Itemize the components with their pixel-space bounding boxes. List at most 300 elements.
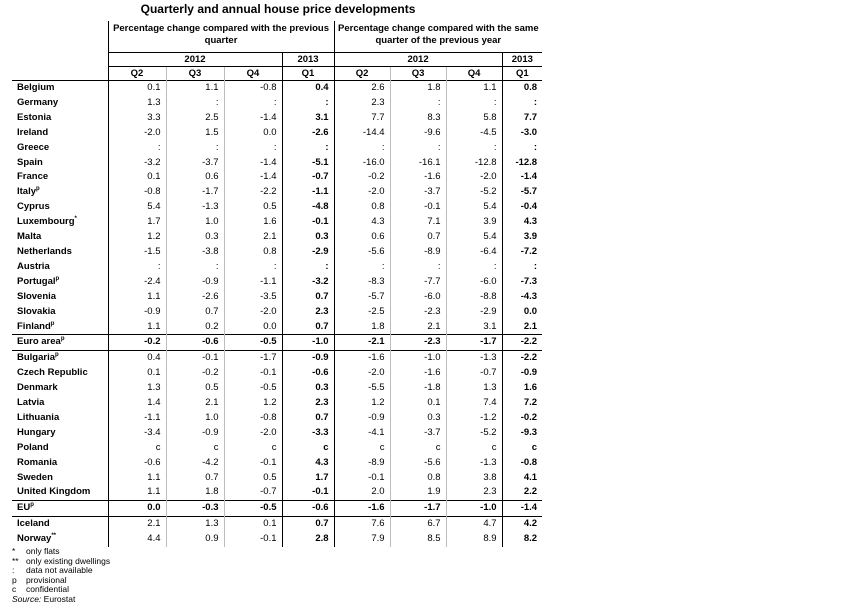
country-cell xyxy=(12,200,108,215)
value-cell: 1.6 xyxy=(502,381,542,396)
legend-symbol: ** xyxy=(12,555,19,566)
table-body xyxy=(12,81,542,548)
table-row xyxy=(12,351,542,366)
value-cell: 1.3 xyxy=(108,381,166,396)
value-cell: -2.6 xyxy=(282,126,334,141)
value-cell: 1.0 xyxy=(166,215,224,230)
value-cell: 1.3 xyxy=(166,517,224,532)
value-cell: 2.5 xyxy=(166,111,224,126)
footnote-marker: p xyxy=(36,186,40,193)
value-cell: : xyxy=(390,96,446,111)
table-row xyxy=(12,335,542,351)
page-title: Quarterly and annual house price developments xyxy=(140,2,416,16)
country-cell xyxy=(12,411,108,426)
table-row xyxy=(12,456,542,471)
country-name: Czech Republic xyxy=(17,367,88,379)
value-cell: 5.4 xyxy=(108,200,166,215)
country-cell xyxy=(12,260,108,275)
year-header-2012-b: 2012 xyxy=(334,53,502,67)
value-cell: -0.7 xyxy=(282,170,334,185)
value-cell: 2.0 xyxy=(334,485,390,500)
legend-text: data not available xyxy=(26,565,93,576)
table-row xyxy=(12,471,542,486)
value-cell: 1.2 xyxy=(334,396,390,411)
country-cell xyxy=(12,81,108,96)
value-cell: 0.0 xyxy=(224,126,282,141)
quarter-header: Q1 xyxy=(502,67,542,81)
value-cell: -1.7 xyxy=(390,501,446,517)
table-row xyxy=(12,215,542,230)
value-cell: : xyxy=(282,96,334,111)
table-row xyxy=(12,517,542,532)
value-cell: 8.9 xyxy=(446,532,502,547)
value-cell: c xyxy=(282,441,334,456)
country-name: Portugal xyxy=(17,275,56,287)
country-cell xyxy=(12,396,108,411)
table-row xyxy=(12,126,542,141)
country-cell xyxy=(12,335,108,351)
value-cell: -1.0 xyxy=(446,501,502,517)
value-cell: 2.1 xyxy=(224,230,282,245)
value-cell: -4.1 xyxy=(334,426,390,441)
country-name: EU xyxy=(17,502,31,514)
value-cell: -1.7 xyxy=(166,185,224,200)
value-cell: 8.3 xyxy=(390,111,446,126)
legend-symbol: * xyxy=(12,546,16,556)
value-cell: 0.3 xyxy=(282,230,334,245)
table-header xyxy=(12,21,542,81)
value-cell: 2.1 xyxy=(108,517,166,532)
value-cell: 6.7 xyxy=(390,517,446,532)
value-cell: -1.6 xyxy=(334,501,390,517)
value-cell: -2.0 xyxy=(334,366,390,381)
value-cell: -0.5 xyxy=(224,335,282,351)
value-cell: 1.1 xyxy=(108,320,166,335)
country-name: Germany xyxy=(17,96,59,108)
value-cell: : xyxy=(502,96,542,111)
value-cell: 0.2 xyxy=(166,320,224,335)
value-cell: 0.6 xyxy=(334,230,390,245)
value-cell: -2.9 xyxy=(282,245,334,260)
quarter-header: Q4 xyxy=(446,67,502,81)
value-cell: -5.6 xyxy=(390,456,446,471)
value-cell: 3.9 xyxy=(446,215,502,230)
value-cell: 0.9 xyxy=(166,532,224,547)
value-cell: -0.1 xyxy=(224,366,282,381)
country-name: Ireland xyxy=(17,126,49,138)
value-cell: 5.4 xyxy=(446,200,502,215)
value-cell: -0.8 xyxy=(224,411,282,426)
table-row xyxy=(12,305,542,320)
value-cell: -1.4 xyxy=(502,501,542,517)
value-cell: 7.7 xyxy=(502,111,542,126)
table-row xyxy=(12,501,542,517)
value-cell: -1.6 xyxy=(334,351,390,366)
value-cell: 2.1 xyxy=(166,396,224,411)
table-row xyxy=(12,275,542,290)
country-name: Slovakia xyxy=(17,305,56,317)
value-cell: -0.1 xyxy=(166,351,224,366)
quarter-header: Q3 xyxy=(166,67,224,81)
value-cell: -0.8 xyxy=(108,185,166,200)
table-row xyxy=(12,245,542,260)
value-cell: -1.3 xyxy=(166,200,224,215)
value-cell: 1.1 xyxy=(446,81,502,96)
value-cell: : xyxy=(282,141,334,156)
value-cell: c xyxy=(108,441,166,456)
value-cell: 5.8 xyxy=(446,111,502,126)
value-cell: -0.9 xyxy=(502,366,542,381)
table-row xyxy=(12,441,542,456)
value-cell: 0.3 xyxy=(166,230,224,245)
table-row xyxy=(12,96,542,111)
value-cell: -9.3 xyxy=(502,426,542,441)
country-name: Lithuania xyxy=(17,411,60,423)
country-cell xyxy=(12,501,108,517)
table-row xyxy=(12,81,542,96)
table-row xyxy=(12,200,542,215)
value-cell: 4.3 xyxy=(282,456,334,471)
value-cell: -2.5 xyxy=(334,305,390,320)
source-note xyxy=(12,595,110,605)
value-cell: 7.4 xyxy=(446,396,502,411)
value-cell: -3.8 xyxy=(166,245,224,260)
country-name: Finland xyxy=(17,320,51,332)
country-name: Sweden xyxy=(17,471,53,483)
country-cell xyxy=(12,305,108,320)
value-cell: 1.1 xyxy=(166,81,224,96)
value-cell: 3.8 xyxy=(446,471,502,486)
country-name: Iceland xyxy=(17,518,50,530)
value-cell: -1.6 xyxy=(390,170,446,185)
value-cell: -3.4 xyxy=(108,426,166,441)
value-cell: 1.7 xyxy=(108,215,166,230)
value-cell: -0.7 xyxy=(446,366,502,381)
value-cell: 0.7 xyxy=(282,411,334,426)
value-cell: 0.8 xyxy=(224,245,282,260)
value-cell: -6.0 xyxy=(446,275,502,290)
value-cell: -0.2 xyxy=(502,411,542,426)
value-cell: 1.9 xyxy=(390,485,446,500)
value-cell: -9.6 xyxy=(390,126,446,141)
value-cell: : xyxy=(334,260,390,275)
value-cell: 7.9 xyxy=(334,532,390,547)
value-cell: -0.9 xyxy=(334,411,390,426)
value-cell: : xyxy=(502,141,542,156)
country-name: Estonia xyxy=(17,111,52,123)
value-cell: 2.3 xyxy=(282,305,334,320)
legend-text: only flats xyxy=(26,546,60,556)
corner-cell xyxy=(12,67,108,81)
value-cell: -1.0 xyxy=(390,351,446,366)
value-cell: -2.0 xyxy=(224,426,282,441)
country-name: Italy xyxy=(17,186,37,198)
value-cell: -0.5 xyxy=(224,501,282,517)
value-cell: -0.1 xyxy=(224,456,282,471)
value-cell: : xyxy=(108,260,166,275)
country-cell xyxy=(12,96,108,111)
value-cell: -16.1 xyxy=(390,156,446,171)
table-row xyxy=(12,381,542,396)
value-cell: -1.1 xyxy=(108,411,166,426)
value-cell: 1.2 xyxy=(224,396,282,411)
footnote-marker: p xyxy=(55,352,59,359)
value-cell: -12.8 xyxy=(502,156,542,171)
value-cell: 3.1 xyxy=(446,320,502,335)
house-price-table xyxy=(12,21,542,547)
value-cell: : xyxy=(166,141,224,156)
value-cell: 2.2 xyxy=(502,485,542,500)
value-cell: 0.0 xyxy=(224,320,282,335)
value-cell: -2.0 xyxy=(446,170,502,185)
value-cell: -5.5 xyxy=(334,381,390,396)
value-cell: -1.1 xyxy=(224,275,282,290)
value-cell: -0.2 xyxy=(334,170,390,185)
country-cell xyxy=(12,185,108,200)
value-cell: 2.6 xyxy=(334,81,390,96)
footnote-marker: p xyxy=(50,320,55,327)
country-cell xyxy=(12,141,108,156)
value-cell: -2.2 xyxy=(224,185,282,200)
value-cell: 0.4 xyxy=(108,351,166,366)
value-cell: -8.9 xyxy=(390,245,446,260)
country-cell xyxy=(12,485,108,500)
country-cell xyxy=(12,320,108,335)
table-row xyxy=(12,320,542,335)
value-cell: -0.1 xyxy=(390,200,446,215)
country-cell xyxy=(12,245,108,260)
value-cell: 2.3 xyxy=(446,485,502,500)
value-cell: -1.3 xyxy=(446,351,502,366)
table-row xyxy=(12,230,542,245)
country-cell xyxy=(12,471,108,486)
source-value: Eurostat xyxy=(43,593,76,604)
value-cell: -7.2 xyxy=(502,245,542,260)
country-cell xyxy=(12,111,108,126)
value-cell: -7.3 xyxy=(502,275,542,290)
value-cell: -2.3 xyxy=(390,305,446,320)
value-cell: -4.3 xyxy=(502,290,542,305)
legend-symbol: : xyxy=(12,565,15,576)
value-cell: -2.3 xyxy=(390,335,446,351)
value-cell: 0.8 xyxy=(390,471,446,486)
value-cell: -0.8 xyxy=(224,81,282,96)
value-cell: : xyxy=(108,141,166,156)
value-cell: -3.0 xyxy=(502,126,542,141)
value-cell: -0.2 xyxy=(108,335,166,351)
table-row xyxy=(12,396,542,411)
value-cell: -6.4 xyxy=(446,245,502,260)
value-cell: 0.8 xyxy=(502,81,542,96)
legend xyxy=(12,547,110,605)
value-cell: -0.7 xyxy=(224,485,282,500)
legend-text: confidential xyxy=(26,584,70,595)
value-cell: 0.7 xyxy=(282,517,334,532)
value-cell: -4.8 xyxy=(282,200,334,215)
table-row xyxy=(12,290,542,305)
value-cell: 0.1 xyxy=(108,81,166,96)
value-cell: 4.4 xyxy=(108,532,166,547)
country-name: Poland xyxy=(17,441,49,453)
value-cell: -2.6 xyxy=(166,290,224,305)
country-name: Austria xyxy=(17,260,50,272)
value-cell: 1.8 xyxy=(334,320,390,335)
value-cell: 1.8 xyxy=(390,81,446,96)
value-cell: -1.7 xyxy=(446,335,502,351)
value-cell: 0.0 xyxy=(502,305,542,320)
value-cell: : xyxy=(446,141,502,156)
value-cell: -1.8 xyxy=(390,381,446,396)
country-name: Greece xyxy=(17,141,50,153)
value-cell: 4.7 xyxy=(446,517,502,532)
value-cell: 7.6 xyxy=(334,517,390,532)
value-cell: 0.1 xyxy=(224,517,282,532)
country-name: Latvia xyxy=(17,397,45,409)
value-cell: c xyxy=(166,441,224,456)
value-cell: 7.2 xyxy=(502,396,542,411)
value-cell: : xyxy=(390,260,446,275)
value-cell: -1.3 xyxy=(446,456,502,471)
value-cell: 3.1 xyxy=(282,111,334,126)
country-cell xyxy=(12,215,108,230)
value-cell: -4.2 xyxy=(166,456,224,471)
country-name: Denmark xyxy=(17,382,58,394)
footnote-marker: ** xyxy=(51,533,56,540)
value-cell: : xyxy=(224,141,282,156)
value-cell: -0.1 xyxy=(334,471,390,486)
value-cell: 2.1 xyxy=(502,320,542,335)
quarter-header: Q3 xyxy=(390,67,446,81)
value-cell: c xyxy=(334,441,390,456)
value-cell: 0.8 xyxy=(334,200,390,215)
value-cell: -2.0 xyxy=(334,185,390,200)
value-cell: -1.1 xyxy=(282,185,334,200)
value-cell: 7.1 xyxy=(390,215,446,230)
value-cell: -1.4 xyxy=(502,170,542,185)
value-cell: -8.8 xyxy=(446,290,502,305)
value-cell: -6.0 xyxy=(390,290,446,305)
value-cell: 1.0 xyxy=(166,411,224,426)
value-cell: -0.6 xyxy=(166,335,224,351)
value-cell: c xyxy=(446,441,502,456)
table-row xyxy=(12,170,542,185)
value-cell: 1.8 xyxy=(166,485,224,500)
country-name: Belgium xyxy=(17,82,55,93)
value-cell: -5.1 xyxy=(282,156,334,171)
value-cell: 0.4 xyxy=(282,81,334,96)
value-cell: -1.0 xyxy=(282,335,334,351)
footnote-marker: p xyxy=(55,275,60,282)
country-cell xyxy=(12,275,108,290)
value-cell: -0.4 xyxy=(502,200,542,215)
value-cell: 2.8 xyxy=(282,532,334,547)
value-cell: -0.9 xyxy=(108,305,166,320)
country-cell xyxy=(12,517,108,532)
value-cell: -2.0 xyxy=(224,305,282,320)
value-cell: 8.2 xyxy=(502,532,542,547)
value-cell: 1.3 xyxy=(446,381,502,396)
legend-symbol: p xyxy=(12,574,17,585)
value-cell: 1.4 xyxy=(108,396,166,411)
value-cell: -12.8 xyxy=(446,156,502,171)
value-cell: 0.0 xyxy=(108,501,166,517)
value-cell: 0.7 xyxy=(282,290,334,305)
value-cell: -3.5 xyxy=(224,290,282,305)
value-cell: : xyxy=(446,260,502,275)
country-name: Bulgaria xyxy=(17,352,56,364)
value-cell: 8.5 xyxy=(390,532,446,547)
year-header-2013-a: 2013 xyxy=(282,53,334,67)
value-cell: 0.1 xyxy=(108,170,166,185)
country-cell xyxy=(12,290,108,305)
country-name: Slovenia xyxy=(17,290,57,302)
value-cell: 1.3 xyxy=(108,96,166,111)
value-cell: -1.4 xyxy=(224,156,282,171)
table-row xyxy=(12,141,542,156)
group-header-previous-year: Percentage change compared with the same quarter of the previous year xyxy=(334,21,542,53)
country-name: Cyprus xyxy=(17,201,50,213)
value-cell: 0.5 xyxy=(166,381,224,396)
value-cell: -3.3 xyxy=(282,426,334,441)
value-cell: 0.5 xyxy=(224,200,282,215)
legend-text: provisional xyxy=(26,574,67,585)
value-cell: -5.6 xyxy=(334,245,390,260)
value-cell: : xyxy=(224,260,282,275)
value-cell: 4.1 xyxy=(502,471,542,486)
value-cell: 0.3 xyxy=(282,381,334,396)
country-name: Romania xyxy=(17,456,58,468)
country-name: Luxembourg xyxy=(17,216,75,228)
value-cell: -0.1 xyxy=(224,532,282,547)
country-name: Malta xyxy=(17,231,42,243)
value-cell: : xyxy=(446,96,502,111)
value-cell: -2.1 xyxy=(334,335,390,351)
quarter-header: Q1 xyxy=(282,67,334,81)
year-header-2012-a: 2012 xyxy=(108,53,282,67)
value-cell: 1.1 xyxy=(108,485,166,500)
value-cell: -1.4 xyxy=(224,170,282,185)
group-header-previous-quarter: Percentage change compared with the previous quarter xyxy=(108,21,334,53)
value-cell: -2.4 xyxy=(108,275,166,290)
country-cell xyxy=(12,126,108,141)
value-cell: 0.5 xyxy=(224,471,282,486)
value-cell: c xyxy=(502,441,542,456)
footnote-marker: p xyxy=(60,336,65,343)
value-cell: -0.8 xyxy=(502,456,542,471)
value-cell: -1.5 xyxy=(108,245,166,260)
value-cell: 4.2 xyxy=(502,517,542,532)
value-cell: -2.2 xyxy=(502,335,542,351)
country-name: Euro area xyxy=(17,336,61,348)
value-cell: 1.5 xyxy=(166,126,224,141)
country-cell xyxy=(12,456,108,471)
quarter-header: Q2 xyxy=(108,67,166,81)
country-name: France xyxy=(17,171,49,183)
country-name: Netherlands xyxy=(17,245,72,257)
value-cell: -0.5 xyxy=(224,381,282,396)
value-cell: 1.1 xyxy=(108,471,166,486)
value-cell: 2.1 xyxy=(390,320,446,335)
value-cell: -5.2 xyxy=(446,426,502,441)
country-cell xyxy=(12,230,108,245)
country-cell xyxy=(12,381,108,396)
value-cell: 5.4 xyxy=(446,230,502,245)
value-cell: c xyxy=(224,441,282,456)
value-cell: : xyxy=(166,260,224,275)
value-cell: 0.7 xyxy=(166,471,224,486)
value-cell: 0.3 xyxy=(390,411,446,426)
value-cell: -5.7 xyxy=(502,185,542,200)
